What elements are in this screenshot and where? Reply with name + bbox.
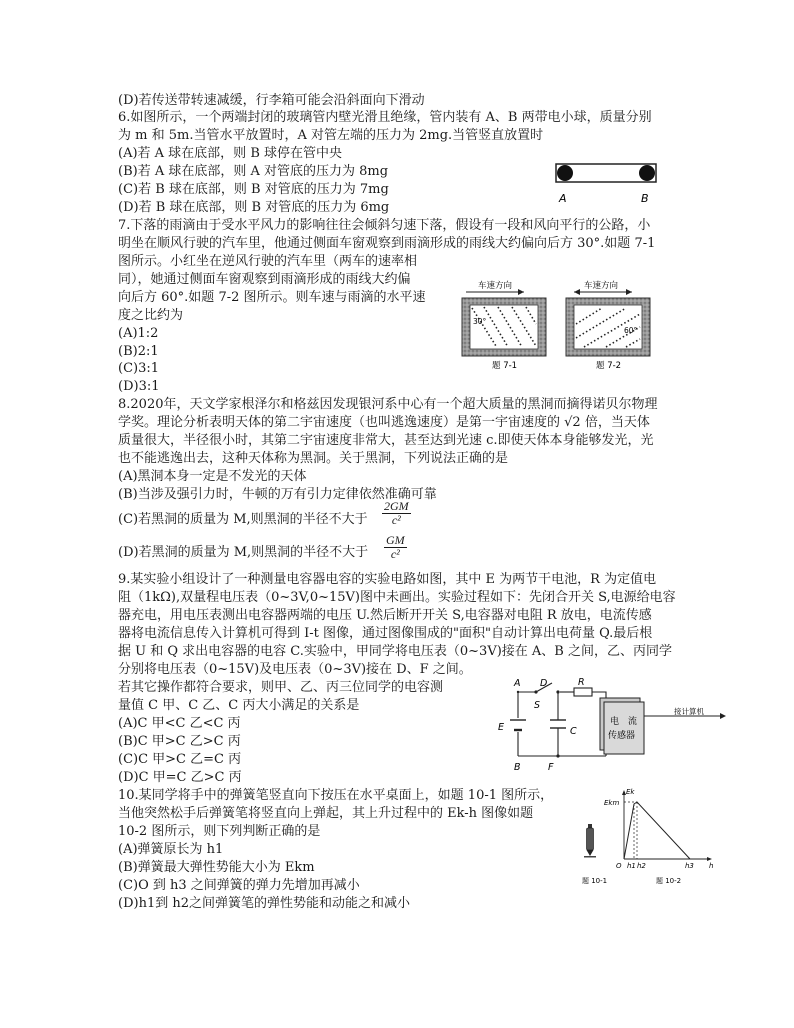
label-b: B	[514, 762, 521, 772]
h-axis-arrow-icon	[707, 857, 712, 861]
arrow-right-icon	[720, 713, 726, 719]
q10-stem: 当他突然松手后弹簧笔将竖直向上弹起，其上升过程中的 Ek-h 图像如题	[118, 806, 534, 821]
ball-a	[557, 165, 573, 181]
q7-option-b: (B)2:1	[118, 344, 159, 359]
label-f: F	[548, 762, 554, 772]
q8-stem: 也不能逃逸出去，这种天体称为黑洞。关于黑洞，下列说法正确的是	[118, 451, 509, 466]
q10-stem: 10.某同学将手中的弹簧笔竖直向下按压在水平桌面上，如题 10-1 图所示，	[118, 788, 554, 803]
h-label: h	[709, 862, 714, 870]
arrow-head-right-icon	[518, 289, 524, 295]
h3-label: h3	[685, 862, 694, 870]
label-a: A	[514, 678, 521, 689]
q9-stem: 分别将电压表（0~15V)及电压表（0~3V)接在 D、F 之间。	[118, 662, 472, 677]
caption-7-1: 题 7-1	[492, 361, 518, 370]
q7-stem: 向后方 60°.如题 7-2 图所示。则车速与雨滴的水平速	[118, 290, 426, 305]
q7-stem: 明坐在顺风行驶的汽车里，他通过侧面车窗观察到雨滴形成的雨线大约偏向后方 30°.如题 7-1	[118, 236, 656, 251]
q7-stem: 度之比约为	[118, 308, 184, 323]
caption-10-1: 题 10-1	[582, 877, 608, 884]
angle-label-2: 60°	[624, 326, 638, 335]
q10-stem: 10-2 图所示，则下列判断正确的是	[118, 824, 321, 839]
label-d: D	[540, 678, 548, 689]
h1-label: h1	[627, 862, 636, 870]
ek-label: Ek	[626, 788, 635, 796]
q9-stem: 若其它操作都符合要求，则甲、乙、丙三位同学的电容测	[118, 680, 444, 695]
label-c: C	[570, 726, 577, 737]
resistor	[574, 688, 592, 696]
label-b: B	[641, 192, 649, 205]
q9-option-d: (D)C 甲=C 乙>C 丙	[118, 770, 242, 785]
q8-option-b: (B)当涉及强引力时，牛顿的万有引力定律依然准确可靠	[118, 487, 437, 502]
q6-option-c: (C)若 B 球在底部，则 B 对管底的压力为 7mg	[118, 182, 389, 197]
ball-b	[639, 165, 655, 181]
q7-window-figure	[456, 278, 656, 370]
label-s: S	[534, 700, 541, 711]
q6-option-a: (A)若 A 球在底部，则 B 球停在管中央	[118, 146, 343, 161]
ekm-label: Ekm	[604, 799, 620, 807]
label-a: A	[559, 192, 567, 205]
formula-gm-over-c2	[384, 534, 407, 561]
q8-option-d: (D)若黑洞的质量为 M,则黑洞的半径不大于	[118, 545, 369, 560]
q8-stem: 学奖。理论分析表明天体的第二宇宙速度（也叫逃逸速度）是第一宇宙速度的 √2 倍，当天体	[118, 415, 650, 430]
formula-2gm-over-c2	[382, 500, 411, 527]
q8-option-c: (C)若黑洞的质量为 M,则黑洞的半径不大于	[118, 512, 368, 527]
q9-option-a: (A)C 甲<C 乙<C 丙	[118, 716, 241, 731]
q8-stem: 质量很大，半径很小时，其第二宇宙速度非常大，甚至达到光速 c.即使天体本身能够发光，光	[118, 433, 654, 448]
caption-10-2: 题 10-2	[656, 877, 682, 884]
caption-7-2: 题 7-2	[596, 361, 622, 370]
formula-numerator: 2GM	[384, 499, 409, 513]
node-dot	[556, 754, 559, 757]
q6-stem: 为 m 和 5m.当管水平放置时，A 对管左端的压力为 2mg.当管竖直放置时	[118, 128, 544, 143]
switch-terminal	[556, 690, 559, 693]
circuit-wires	[518, 692, 672, 756]
origin-label: O	[616, 862, 622, 870]
label-r: R	[578, 677, 585, 688]
arrow-head-right-icon	[626, 289, 632, 295]
label-e: E	[498, 722, 505, 733]
q8-option-a: (A)黑洞本身一定是不发光的天体	[118, 469, 307, 484]
formula-numerator: GM	[386, 533, 405, 547]
q6-option-d: (D)若 B 球在底部，则 B 对管底的压力为 6mg	[118, 200, 390, 215]
ek-h-curve	[624, 802, 690, 859]
q7-stem: 7.下落的雨滴由于受水平风力的影响往往会倾斜匀速下落，假设有一段和风向平行的公路，小	[118, 218, 651, 233]
q10-option-b: (B)弹簧最大弹性势能大小为 Ekm	[118, 860, 315, 875]
q5-option-d: (D)若传送带转速减缓，行李箱可能会沿斜面向下滑动	[118, 93, 425, 108]
q7-option-c: (C)3:1	[118, 361, 160, 376]
q6-tube-figure	[548, 158, 668, 208]
computer-label: 接计算机	[674, 707, 704, 716]
q9-stem: 量值 C 甲、C 乙、C 丙大小满足的关系是	[118, 698, 360, 713]
q7-option-d: (D)3:1	[118, 379, 160, 394]
sensor-label-2: 传感器	[608, 731, 636, 741]
q7-option-a: (A)1:2	[118, 326, 159, 341]
node-dot	[517, 691, 519, 693]
arrow-head-left-icon	[574, 289, 580, 295]
car-direction-label-2: 车速方向	[584, 281, 619, 291]
formula-denominator: c²	[390, 547, 400, 561]
q10-option-c: (C)O 到 h3 之间弹簧的弹力先增加再减小	[118, 878, 360, 893]
sensor-label-1: 电 流	[610, 717, 638, 727]
angle-label-1: 30°	[473, 317, 487, 326]
q9-stem: 阻（1kΩ),双量程电压表（0~3V,0~15V)图中未画出。实验过程如下：先闭合开关 S,电源给电容	[118, 590, 676, 605]
q9-option-b: (B)C 甲>C 乙>C 丙	[118, 734, 241, 749]
q10-option-a: (A)弹簧原长为 h1	[118, 842, 224, 857]
h2-label: h2	[637, 862, 646, 870]
current-sensor	[604, 702, 644, 754]
q9-stem: 9.某实验小组设计了一种测量电容器电容的实验电路如图，其中 E 为两节干电池，R 为定值电	[118, 572, 657, 587]
q9-circuit-figure	[496, 676, 728, 772]
q9-stem: 器充电，用电压表测出电容器两端的电压 U.然后断开开关 S,电容器对电阻 R 放电，电流传感	[118, 608, 652, 623]
q10-option-d: (D)h1到 h2之间弹簧笔的弹性势能和动能之和减小	[118, 896, 410, 911]
q9-option-c: (C)C 甲>C 乙=C 丙	[118, 752, 242, 767]
car-direction-label-1: 车速方向	[478, 281, 513, 291]
spring-pen-icon	[584, 824, 596, 858]
q8-stem: 8.2020年，天文学家根泽尔和格兹因发现银河系中心有一个超大质量的黑洞而摘得诺贝尔物理	[118, 397, 658, 412]
q6-stem: 6.如图所示，一个两端封闭的玻璃管内壁光滑且绝缘，管内装有 A、B 两带电小球，质量分别	[118, 110, 652, 125]
q7-stem: 图所示。小红坐在逆风行驶的汽车里（两车的速率相	[118, 254, 418, 269]
q7-stem: 同），她通过侧面车窗观察到雨滴形成的雨线大约偏	[118, 272, 411, 287]
q6-option-b: (B)若 A 球在底部，则 A 对管底的压力为 8mg	[118, 164, 389, 179]
formula-denominator: c²	[391, 513, 401, 527]
q9-stem: 器将电流信息传入计算机可得到 I-t 图像，通过图像围成的"面积"自动计算出电荷量 Q.最后根	[118, 626, 653, 641]
q9-stem: 据 U 和 Q 求出电容器的电容 C.实验中，甲同学将电压表（0~3V)接在 A、B 之间，乙、丙同学	[118, 644, 672, 659]
q10-figure	[578, 784, 718, 884]
